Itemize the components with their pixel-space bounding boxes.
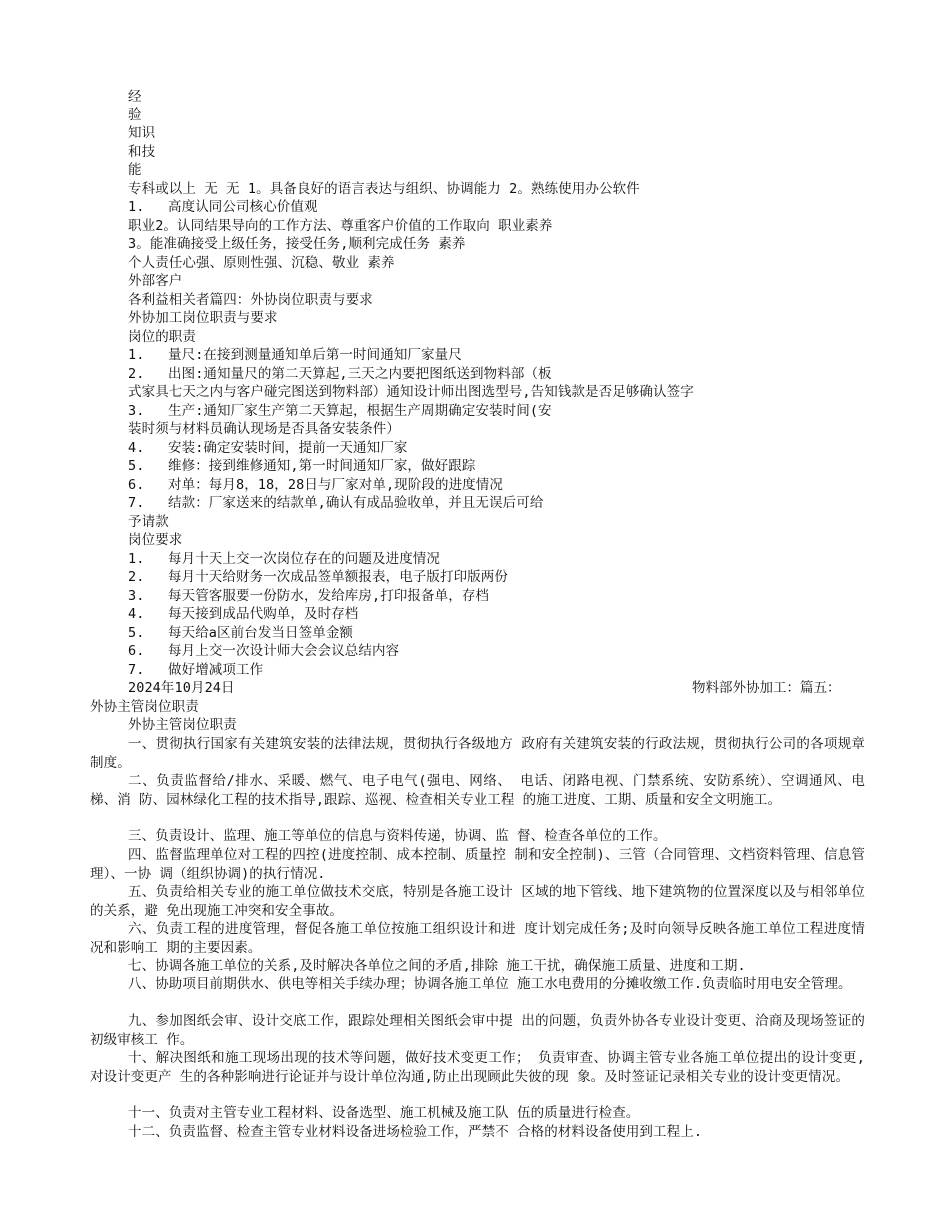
section-title: 各利益相关者篇四：外协岗位职责与要求 — [128, 292, 373, 308]
requirement-item — [128, 642, 399, 660]
duty-paragraph: 八、协助项目前期供水、供电等相关手续办理；协调各施工单位 施工水电费用的分摊收缴工作.负责临时用电安全管理。 — [128, 976, 852, 992]
values-line: 个人责任心强、原则性强、沉稳、敬业 素养 — [128, 255, 395, 271]
item-number: 3. — [128, 588, 145, 604]
duty-paragraph: 十二、负责监督、检查主管专业材料设备进场检验工作，严禁不 合格的材料设备使用到工程上. — [128, 1124, 703, 1140]
duty-item — [128, 457, 475, 475]
duty-item-cont: 予请款 — [128, 514, 169, 530]
item-text: 做好增减项工作 — [168, 662, 264, 678]
doc-title: 外协加工岗位职责与要求 — [128, 310, 278, 326]
duty-paragraph: 五、负责给相关专业的施工单位做技术交底，特别是各施工设计 区域的地下管线、地下建筑物的位置深度以及与相邻单位的关系，避 免出现施工冲突和安全事故。 — [90, 884, 865, 919]
item-text: 高度认同公司核心价值观 — [168, 199, 318, 215]
item-text: 维修：接到维修通知,第一时间通知厂家，做好跟踪 — [168, 458, 476, 474]
item-text: 结款：厂家送来的结款单,确认有成品验收单，并且无误后可给 — [168, 495, 544, 511]
item-number: 1. — [128, 347, 145, 363]
duty-paragraph: 二、负责监督给/排水、采暖、燃气、电子电气(强电、网络、 电话、闭路电视、门禁系统、安防系统）、空调通风、电梯、消 防、园林绿化工程的技术指导,跟踪、巡视、检查相关专业工程 的施工进度、工期、质量和安全文明施工。 — [90, 773, 865, 808]
item-text: 每天接到成品代购单，及时存档 — [168, 606, 359, 622]
duty-paragraph: 六、负责工程的进度管理，督促各施工单位按施工组织设计和进 度计划完成任务;及时向领导反映各施工单位工程进度情况和影响工 期的主要因素。 — [90, 921, 865, 956]
text-line: 能 — [128, 162, 142, 178]
requirement-item — [128, 568, 508, 586]
item-text: 出图:通知量尺的第二天算起,三天之内要把图纸送到物料部（板 — [168, 366, 552, 382]
item-number: 5. — [128, 458, 145, 474]
item-text: 安装:确定安装时间，提前一天通知厂家 — [168, 440, 408, 456]
item-number: 2. — [128, 569, 145, 585]
duty-paragraph: 九、参加图纸会审、设计交底工作，跟踪处理相关图纸会审中提 出的问题，负责外协各专业设计变更、洽商及现场签证的初级审核工 作。 — [90, 1013, 865, 1048]
item-number: 5. — [128, 625, 145, 641]
item-number: 4. — [128, 606, 145, 622]
item-number: 4. — [128, 440, 145, 456]
text-line: 外部客户 — [128, 273, 183, 289]
duty-paragraph: 四、监督监理单位对工程的四控(进度控制、成本控制、质量控 制和安全控制)、三管（合同管理、文档资料管理、信息管理）、一协 调（组织协调)的执行情况. — [90, 847, 865, 882]
text-line: 知识 — [128, 125, 156, 141]
duty-item — [128, 439, 407, 457]
section-heading: 岗位要求 — [128, 532, 183, 548]
item-number: 7. — [128, 662, 145, 678]
values-line: 3。能准确接受上级任务，接受任务,顺利完成任务 素养 — [128, 236, 466, 252]
doc-title: 外协主管岗位职责 — [90, 699, 199, 715]
duty-item — [128, 476, 503, 494]
duty-paragraph: 一、贯彻执行国家有关建筑安装的法律法规，贯彻执行各级地方 政府有关建筑安装的行政法规，贯彻执行公司的各项规章制度。 — [90, 736, 865, 771]
requirement-item — [128, 624, 353, 642]
item-number: 7. — [128, 495, 145, 511]
item-number: 6. — [128, 643, 145, 659]
text-line: 和技 — [128, 144, 156, 160]
requirement-item — [128, 587, 489, 605]
duty-item — [128, 494, 543, 512]
duty-item-cont: 装时须与材料员确认现场是否具备安装条件） — [128, 421, 400, 437]
item-number: 1. — [128, 551, 145, 567]
item-text: 每月十天给财务一次成品签单额报表，电子版打印版两份 — [168, 569, 508, 585]
item-text: 每月上交一次设计师大会会议总结内容 — [168, 643, 400, 659]
duty-paragraph: 三、负责设计、监理、施工等单位的信息与资料传递，协调、监 督、检查各单位的工作。 — [128, 828, 667, 844]
duty-item — [128, 402, 552, 420]
item-text: 生产:通知厂家生产第二天算起，根据生产周期确定安装时间(安 — [168, 403, 552, 419]
item-text: 每天管客服要一份防水，发给库房,打印报备单，存档 — [168, 588, 490, 604]
item-text: 每月十天上交一次岗位存在的问题及进度情况 — [168, 551, 440, 567]
text-line: 经 — [128, 89, 142, 105]
item-text: 对单：每月8，18，28日与厂家对单,现阶段的进度情况 — [168, 477, 503, 493]
item-text: 量尺:在接到测量通知单后第一时间通知厂家量尺 — [168, 347, 462, 363]
requirement-item — [128, 550, 440, 568]
item-number: 3. — [128, 403, 145, 419]
duty-item — [128, 346, 462, 364]
date: 2024年10月24日 — [128, 680, 235, 696]
values-line — [128, 198, 318, 216]
doc-subtitle: 外协主管岗位职责 — [128, 717, 237, 733]
item-text: 每天给a区前台发当日签单金额 — [168, 625, 354, 641]
duty-item — [128, 365, 552, 383]
duty-paragraph: 七、协调各施工单位的关系,及时解决各单位之间的矛盾,排除 施工干扰，确保施工质量、进度和工期. — [128, 958, 746, 974]
requirement-item — [128, 605, 358, 623]
duty-item-cont: 式家具七天之内与客户碰完图送到物料部）通知设计师出图选型号,告知钱款是否足够确认签字 — [128, 384, 694, 400]
values-line: 职业2。认同结果导向的工作方法、尊重客户价值的工作取向 职业素养 — [128, 218, 553, 234]
duty-paragraph: 十一、负责对主管专业工程材料、设备选型、施工机械及施工队 伍的质量进行检查。 — [128, 1105, 640, 1121]
qualification-line: 专科或以上 无 无 1。具备良好的语言表达与组织、协调能力 2。熟练使用办公软件 — [128, 181, 640, 197]
requirement-item — [128, 661, 263, 679]
text-line: 验 — [128, 107, 142, 123]
duty-paragraph: 十、解决图纸和施工现场出现的技术等问题，做好技术变更工作； 负责审查、协调主管专业各施工单位提出的设计变更,对设计变更产 生的各种影响进行论证并与设计单位沟通,防止出现顾此失彼的现 象。及时签证记录相关专业的设计变更情况。 — [90, 1050, 865, 1085]
item-number: 2. — [128, 366, 145, 382]
section-heading: 岗位的职责 — [128, 329, 196, 345]
item-number: 6. — [128, 477, 145, 493]
item-number: 1. — [128, 199, 145, 215]
department-label: 物料部外协加工：篇五： — [692, 680, 841, 696]
